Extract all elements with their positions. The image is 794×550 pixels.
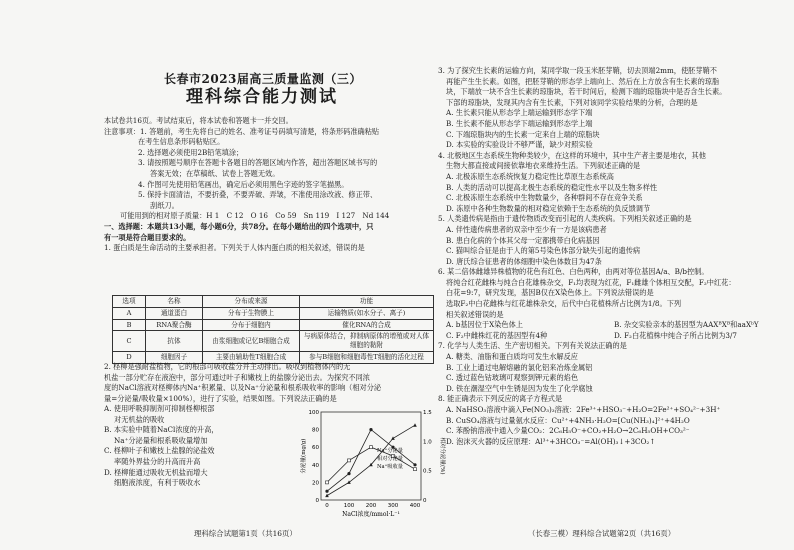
x-tick-label: 300 [387, 503, 399, 509]
note-line: 5. 保持卡面清洁，不要折叠，不要弄破、弄皱，不准使用涂改液、修正带、 [138, 190, 378, 200]
protein-table [112, 295, 434, 364]
option: D. 柽柳能通过吸收无机盐而增大 [104, 467, 208, 477]
q6-line: 将纯合红花雌株与纯合白花雄株杂交，F₁均表现为红花，F₁雌雄个体相互交配，F₂中红花： [446, 277, 736, 287]
option: B. 患白化病的个体其父母一定都携带白化病基因 [446, 235, 600, 245]
table-row [113, 319, 434, 331]
option: C. F₂中雌株红花的基因型有4种 [446, 330, 548, 340]
legend-entry: Na⁺吸收量 [377, 464, 403, 470]
option: C. 猫叫综合征是由于人的第5号染色体部分缺失引起的遗传病 [446, 246, 641, 256]
option: C. 苯酚钠溶液中通入少量CO₂：2C₆H₅O⁻+CO₂+H₂O→2C₆H₅OH+CO₃²⁻ [446, 426, 690, 436]
table-cell: B [113, 319, 146, 331]
left-page [104, 0, 445, 550]
table-cell: C [113, 331, 146, 352]
option: D. 本实验的实验设计不够严谨，缺少对照实验 [446, 140, 593, 150]
q2-line: 机盐一部分贮存在液泡中，部分可通过叶子和嫩枝上的盐腺分泌出去。为探究不同浓 [104, 372, 370, 382]
table-row [113, 307, 434, 319]
note-line: 在考生信息条形码粘贴区。 [138, 137, 225, 147]
table-header: 功能 [300, 296, 434, 308]
option: A. 北极冻原生态系统恢复力稳定性比草原生态系统高 [446, 171, 614, 181]
y-tick-label: 0 [315, 498, 319, 504]
intro-line: 本试卷共16页。考试结束后，将本试卷和答题卡一并交回。 [104, 116, 293, 125]
table-cell: 主要由辅助性T细胞合成 [203, 351, 300, 363]
table-cell: 运输物质(如水分子、离子) [300, 307, 434, 319]
intro-block [104, 116, 436, 254]
option: B. CuSO₄溶液与过量氨水反应：Cu²⁺+4NH₃·H₂O=[Cu(NH₃)₄]²⁺+4H₂O [446, 415, 690, 425]
option: D. F₂白花植株中纯合子所占比例为3/7 [614, 330, 737, 340]
section-heading: 一、选择题：本题共13小题，每小题6分，共78分。在每小题给出的四个选项中，只 [104, 221, 374, 231]
note-line: 答案无效；在草稿纸、试卷上答题无效。 [150, 168, 280, 178]
data-point [348, 459, 351, 462]
q5-line: 5. 人类遗传病是指由于遗传物质改变而引起的人类疾病。下列相关叙述正确的是 [438, 214, 692, 224]
data-point [325, 490, 328, 493]
table-cell: 参与B细胞和细胞毒性T细胞的活化过程 [300, 351, 434, 363]
y2-tick-label: 0.5 [423, 468, 432, 475]
y2-tick-label: 0 [423, 498, 427, 504]
option: A. NaHSO₃溶液中滴入Fe(NO₃)₃溶液：2Fe³⁺+HSO₃⁻+H₂O=2Fe²⁺+SO₄²⁻+3H⁺ [446, 405, 721, 414]
option-row [438, 331, 782, 342]
q2-options [104, 404, 294, 489]
data-point [325, 494, 329, 498]
note-line: 刮纸刀。 [150, 200, 179, 210]
option: D. 唐氏综合征患者的体细胞中染色体数目为47条 [446, 256, 602, 266]
q6-line: 选取F₂中白花雌株与红花雄株杂交，后代中白花植株所占比例为1/8。下列 [446, 299, 682, 309]
q2-line: 量=分泌量/吸收量×100%），进行了实验，结果如图。下列说法正确的是 [104, 393, 337, 403]
y-axis-label: 分泌量(mg/g) [301, 438, 307, 474]
y2-axis-label: 相对分泌量(%) [439, 437, 445, 475]
question-2 [104, 362, 436, 404]
option: D. 泡沫灭火器的反应原理：Al³⁺+3HCO₃⁻=Al(OH)₃↓+3CO₂↑ [446, 436, 656, 446]
question-1: 1. 蛋白质是生命活动的主要承担者。下列关于人体内蛋白质的相关叙述，错误的是 [104, 243, 365, 253]
table-cell: RNA聚合酶 [146, 319, 203, 331]
right-page [438, 0, 782, 550]
y-tick-label: 80 [312, 427, 319, 434]
atomic-mass-line: 可能用到的相对原子质量：H 1 C 12 O 16 Co 59 Sn 119 I 127 Nd 144 [120, 211, 390, 221]
note-line: 注意事项：1. 答题前，考生先将自己的姓名、准考证号码填写清楚，将条形码准确粘贴 [104, 126, 380, 136]
table-cell: 分布于细胞内 [203, 319, 300, 331]
q3-line: 下部的琼脂块，发现其内含有生长素，下列对该同学实验结果的分析，合理的是 [446, 97, 698, 107]
data-point [391, 436, 395, 440]
data-point [369, 428, 372, 431]
option: B. 杂交实验亲本的基因型为AAXᴮXᴮ和aaXᵇY [614, 320, 759, 330]
data-point [326, 481, 329, 484]
option: B. 生长素不能从形态学下端运输到形态学上端 [446, 118, 593, 128]
option: C. 北极冻原生态系统中生物数量少，各种群间不存在竞争关系 [446, 193, 643, 203]
option: 细胞液浓度，有利于吸收水 [114, 478, 201, 488]
option-row [438, 320, 782, 331]
x-tick-label: 400 [409, 503, 421, 509]
y2-tick-label: 1.5 [423, 410, 432, 416]
q3-line: 3. 为了探究生长素的运输方向，某同学取一段玉米胚芽鞘，切去顶端2mm，使胚芽鞘不 [438, 66, 717, 75]
option: A. 伴性遗传病患者的双亲中至少有一方是该病患者 [446, 224, 607, 234]
note-line: 4. 作图可先使用铅笔画出，确定后必须用黑色字迹的签字笔描黑。 [138, 179, 349, 189]
legend-entry: Na⁺分泌量 [377, 448, 403, 454]
option: A. 生长素只能从形态学上端运输到形态学下端 [446, 108, 593, 118]
q6-line: 相关叙述错误的是 [446, 309, 504, 319]
legend-entry: 相对分泌量 [377, 456, 403, 462]
y-tick-label: 40 [312, 462, 319, 469]
data-point [413, 423, 417, 427]
option: D. 冻原中各种生物数量的相对稳定依赖于生态系统的负反馈调节 [446, 203, 651, 213]
table-cell: 抗体 [146, 331, 203, 352]
page-footer: 理科综合试题第1页（共16页） [194, 529, 297, 539]
x-axis-label: NaCl浓度/mmol·L⁻¹ [342, 511, 400, 518]
y2-tick-label: 1.0 [423, 439, 432, 446]
note-line: 2. 选择题必须使用2B铅笔填涂； [138, 147, 244, 157]
table-cell: D [113, 351, 146, 363]
data-point [347, 472, 350, 475]
table-cell: 细胞因子 [146, 351, 203, 363]
section-heading: 有一项是符合题目要求的。 [104, 232, 191, 242]
table-header-row [113, 296, 434, 308]
option: D. 铁在潮湿空气中生锈是因为发生了化学腐蚀 [446, 383, 593, 393]
table-cell: 催化RNA的合成 [300, 319, 434, 331]
note-line: 3. 请按照题号顺序在答题卡各题目的答题区域内作答，超出答题区域书写的 [138, 158, 378, 168]
table-header: 名称 [146, 296, 203, 308]
q6-line: 白花=9:7，研究发现，基因B仅在X染色体上。下列说法错误的是 [446, 288, 654, 298]
y-tick-label: 20 [312, 480, 319, 487]
table-row [113, 331, 434, 352]
plot-frame [321, 412, 421, 500]
q4-line: 生物大都直接或间接依靠地衣来维持生活。下列叙述正确的是 [446, 161, 641, 171]
y-tick-label: 60 [312, 445, 319, 452]
data-point [414, 468, 417, 471]
option: C. 柽柳叶子和嫩枝上盐腺的泌盐效 [104, 446, 215, 456]
x-tick-label: 100 [343, 503, 355, 509]
q7-line: 7. 化学与人类生活、生产密切相关。下列有关说法正确的是 [438, 341, 627, 351]
option: C. 下端琼脂块内的生长素一定来自上端的琼脂块 [446, 129, 600, 139]
table-cell: 分布于生物膜上 [203, 307, 300, 319]
q2-line: 2. 柽柳是强耐盐植物，它的根部可吸收盐分并主动排出。吸收到植物体内的无 [104, 362, 351, 371]
option: A. 糖类、油脂和蛋白质均可发生水解反应 [446, 352, 578, 362]
x-tick-label: 0 [325, 503, 329, 509]
table-cell: A [113, 307, 146, 319]
option: B. 本实验中随着NaCl浓度的升高， [104, 425, 219, 435]
x-tick-label: 200 [365, 503, 377, 509]
q2-line: 度的NaCl溶液对柽柳体内Na⁺积累量、以及Na⁺分泌量和根系吸收率的影响（相对分泌 [104, 383, 382, 393]
q4-line: 4. 北极地区生态系统生物种类较少，在这样的环境中，其中生产者主要是地衣，其他 [438, 150, 706, 160]
data-point [413, 463, 416, 466]
y-tick-label: 100 [308, 410, 319, 416]
page-footer: （长春三模）理科综合试题第2页（共16页） [528, 529, 676, 539]
option: C. 透过蓝色钴玻璃可观察到钾元素的焰色 [446, 373, 579, 383]
option: A. 使用呼吸抑制剂可抑制柽柳根部 [104, 404, 215, 413]
table-cell: 由浆细胞或记忆B细胞合成 [203, 331, 300, 352]
option: B. 工业上通过电解熔融的氯化铝来冶炼金属铝 [446, 362, 593, 372]
subject-title: 理科综合能力测试 [186, 87, 338, 107]
q6-line: 6. 某二倍体雌雄异株植物的花色有红色、白色两种，由两对等位基因A/a、B/b控制。 [438, 267, 709, 277]
question-3 [438, 66, 782, 447]
option: 率随外界盐分的升高而升高 [114, 456, 201, 466]
option: B. 人类的活动可以提高北极生态系统的稳定性水平以及生物多样性 [446, 182, 658, 192]
data-point [370, 446, 373, 449]
option: Na⁺分泌量和根系吸收量增加 [114, 435, 208, 445]
q3-line: 再能产生生长素。如图，把胚芽鞘的形态学上端向上、然后在上方放含有生长素的琼脂 [446, 76, 720, 86]
q8-line: 8. 能正确表示下列反应的离子方程式是 [438, 394, 563, 404]
table-header: 分布或来源 [203, 296, 300, 308]
option: 对无机盐的吸收 [114, 414, 165, 424]
nacl-chart [299, 404, 449, 524]
table-cell: 与病原体结合，抑制病原体的增殖或对人体细胞的黏附 [300, 331, 434, 352]
exam-title: 长春市2023届高三质量监测（三） [164, 72, 362, 86]
q3-line: 块，下端放一块不含生长素的琼脂块，若干时间后，检测下端的琼脂块中是否含生长素。 [446, 87, 727, 97]
table-header: 选项 [113, 296, 146, 308]
option: A. b基因位于X染色体上 [446, 320, 523, 330]
table-cell: 通道蛋白 [146, 307, 203, 319]
